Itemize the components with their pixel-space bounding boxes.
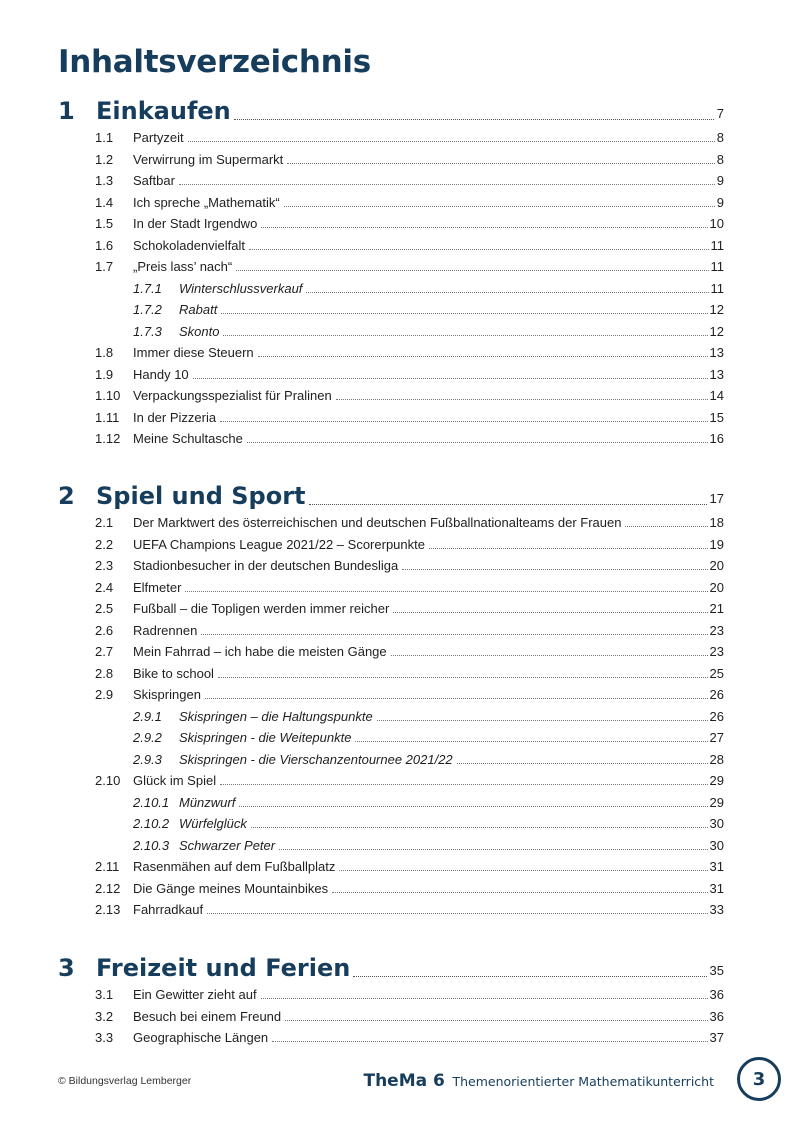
dot-leader (258, 356, 708, 357)
dot-leader (393, 612, 707, 613)
toc-section-entry[interactable] (95, 1030, 724, 1046)
entry-title: Ein Gewitter zieht auf (133, 987, 257, 1002)
dot-leader (457, 763, 708, 764)
entry-number: 1.7.1 (133, 280, 162, 296)
entry-number: 1.7.3 (133, 323, 162, 339)
toc-subsection-entry[interactable] (133, 816, 724, 832)
entry-title: Schwarzer Peter (179, 837, 276, 853)
entry-title: Die Gänge meines Mountainbikes (133, 880, 329, 896)
entry-page-number: 9 (716, 173, 724, 188)
entry-number: 1.7 (95, 259, 114, 274)
dot-leader (193, 378, 708, 379)
toc-section-entry[interactable] (95, 367, 724, 383)
entry-page-number: 28 (709, 751, 724, 767)
entry-number: 2.3 (95, 558, 114, 573)
entry-number: 2.9.1 (133, 708, 162, 724)
entry-title: Schokoladenvielfalt (133, 237, 246, 253)
entry-number: 1.6 (95, 237, 114, 253)
copyright-text: © Bildungsverlag Lemberger (58, 1075, 192, 1087)
entry-title: In der Pizzeria (133, 409, 217, 425)
chapter-title: Freizeit und Ferien (96, 954, 351, 982)
entry-number: 2.1 (95, 515, 114, 530)
entry-number: 2.11 (95, 859, 120, 874)
entry-number: 3.3 (95, 1030, 114, 1045)
entry-page-number: 12 (709, 302, 724, 317)
entry-title: Würfelglück (179, 816, 247, 831)
entry-title: Stadionbesucher in der deutschen Bundesliga (133, 558, 399, 573)
entry-number: 1.7.2 (133, 302, 162, 317)
toc-section-entry[interactable] (95, 152, 724, 168)
entry-number: 2.8 (95, 665, 114, 681)
page-number-badge: 3 (737, 1057, 781, 1101)
dot-leader (309, 504, 707, 505)
toc-subsection-entry[interactable] (133, 324, 724, 340)
toc-section-entry[interactable] (95, 558, 724, 574)
entry-page-number: 30 (709, 837, 724, 853)
entry-number: 1.12 (95, 431, 121, 446)
toc-section-entry[interactable] (95, 238, 724, 254)
brand-logo: TheMa 6 (363, 1071, 445, 1091)
dot-leader (249, 249, 708, 250)
entry-title: Verpackungsspezialist für Pralinen (133, 388, 332, 403)
dot-leader (261, 998, 708, 999)
chapter-heading-1[interactable] (58, 94, 724, 124)
entry-page-number: 36 (709, 1008, 724, 1024)
toc-section-entry[interactable] (95, 623, 724, 639)
entry-title: Ich spreche „Mathematik“ (133, 194, 280, 210)
entry-page-number: 23 (709, 622, 724, 638)
entry-number: 1.3 (95, 173, 114, 188)
chapter-title: Spiel und Sport (96, 482, 306, 510)
entry-title: Rabatt (179, 302, 218, 317)
chapter-page-number: 7 (716, 106, 724, 121)
dot-leader (221, 313, 707, 314)
entry-number: 1.9 (95, 366, 114, 382)
dot-leader (188, 141, 715, 142)
toc-section-entry[interactable] (95, 687, 724, 703)
entry-page-number: 15 (709, 409, 724, 425)
entry-page-number: 36 (709, 987, 724, 1002)
dot-leader (201, 634, 707, 635)
toc-subsection-entry[interactable] (133, 730, 724, 746)
entry-page-number: 11 (710, 237, 724, 253)
toc-section-entry[interactable] (95, 259, 724, 275)
entry-title: Meine Schultasche (133, 431, 243, 446)
entry-number: 2.10.3 (133, 837, 170, 853)
entry-number: 2.10.2 (133, 816, 170, 831)
dot-leader (247, 442, 708, 443)
entry-title: Fußball – die Topligen werden immer reicher (133, 601, 390, 616)
entry-title: Verwirrung im Supermarkt (133, 151, 284, 167)
dot-leader (220, 784, 707, 785)
entry-title: Glück im Spiel (133, 773, 217, 788)
entry-page-number: 25 (709, 665, 724, 681)
toc-subsection-entry[interactable] (133, 752, 724, 768)
dot-leader (236, 270, 708, 271)
entry-title: Geographische Längen (133, 1030, 269, 1045)
entry-number: 1.1 (95, 130, 114, 145)
entry-number: 3.2 (95, 1008, 114, 1024)
dot-leader (239, 806, 707, 807)
entry-page-number: 16 (709, 431, 724, 446)
toc-subsection-entry[interactable] (133, 281, 724, 297)
entry-title: Münzwurf (179, 794, 236, 810)
entry-number: 3.1 (95, 987, 114, 1002)
toc-section-entry[interactable] (95, 773, 724, 789)
entry-title: Bike to school (133, 665, 214, 681)
dot-leader (284, 206, 715, 207)
entry-page-number: 20 (709, 579, 724, 595)
entry-page-number: 8 (716, 151, 724, 167)
toc-subsection-entry[interactable] (133, 838, 724, 854)
entry-page-number: 13 (709, 345, 724, 360)
chapter-number: 3 (58, 954, 75, 982)
entry-page-number: 9 (716, 194, 724, 210)
dot-leader (179, 184, 715, 185)
footer-brand (363, 1071, 714, 1091)
entry-title: Skispringen - die Weitepunkte (179, 730, 352, 745)
entry-title: Handy 10 (133, 366, 189, 382)
chapter-page-number: 35 (709, 963, 724, 978)
entry-number: 2.7 (95, 644, 114, 659)
entry-number: 2.4 (95, 579, 114, 595)
entry-title: Saftbar (133, 173, 175, 188)
dot-leader (625, 526, 707, 527)
dot-leader (353, 976, 706, 977)
entry-title: UEFA Champions League 2021/22 – Scorerpunkte (133, 536, 425, 552)
dot-leader (355, 741, 707, 742)
entry-page-number: 21 (709, 601, 724, 616)
entry-number: 2.5 (95, 601, 114, 616)
entry-page-number: 27 (709, 730, 724, 745)
toc-section-entry[interactable] (95, 644, 724, 660)
entry-number: 2.9.3 (133, 751, 162, 767)
dot-leader (402, 569, 707, 570)
chapter-number: 1 (58, 97, 75, 125)
toc-section-entry[interactable] (95, 859, 724, 875)
dot-leader (377, 720, 708, 721)
entry-title: Der Marktwert des österreichischen und deutschen Fußballnationalteams der Frauen (133, 515, 622, 530)
entry-page-number: 14 (709, 388, 724, 403)
entry-title: Rasenmähen auf dem Fußballplatz (133, 859, 336, 874)
entry-title: Elfmeter (133, 579, 182, 595)
entry-page-number: 31 (709, 880, 724, 896)
dot-leader (285, 1020, 707, 1021)
entry-number: 2.10 (95, 773, 121, 788)
dot-leader (220, 421, 707, 422)
entry-number: 1.10 (95, 388, 121, 403)
toc-section-entry[interactable] (95, 388, 724, 404)
toc-section-entry[interactable] (95, 601, 724, 617)
entry-page-number: 26 (709, 687, 724, 702)
entry-page-number: 33 (709, 902, 724, 917)
dot-leader (207, 913, 707, 914)
toc-section-entry[interactable] (95, 666, 724, 682)
toc-section-entry[interactable] (95, 431, 724, 447)
entry-title: Fahrradkauf (133, 902, 204, 917)
toc-section-entry[interactable] (95, 902, 724, 918)
entry-page-number: 13 (709, 366, 724, 382)
entry-title: „Preis lass’ nach“ (133, 259, 233, 274)
entry-page-number: 11 (710, 259, 724, 274)
dot-leader (205, 698, 708, 699)
toc-subsection-entry[interactable] (133, 795, 724, 811)
dot-leader (218, 677, 708, 678)
dot-leader (279, 849, 707, 850)
entry-number: 1.2 (95, 151, 114, 167)
entry-page-number: 37 (709, 1030, 724, 1045)
entry-title: Partyzeit (133, 130, 184, 145)
dot-leader (429, 548, 708, 549)
dot-leader (261, 227, 707, 228)
entry-page-number: 23 (709, 644, 724, 659)
entry-page-number: 29 (709, 773, 724, 788)
toc-section-entry[interactable] (95, 216, 724, 232)
entry-title: Skispringen – die Haltungspunkte (179, 708, 373, 724)
entry-number: 1.5 (95, 216, 114, 231)
dot-leader (339, 870, 707, 871)
entry-page-number: 31 (709, 859, 724, 874)
toc-section-entry[interactable] (95, 1009, 724, 1025)
toc-section-entry[interactable] (95, 195, 724, 211)
chapter-title: Einkaufen (96, 97, 231, 125)
dot-leader (306, 292, 708, 293)
page-title: Inhaltsverzeichnis (58, 44, 371, 80)
entry-page-number: 11 (710, 280, 724, 296)
toc-subsection-entry[interactable] (133, 302, 724, 318)
toc-section-entry[interactable] (95, 173, 724, 189)
dot-leader (251, 827, 708, 828)
entry-page-number: 18 (709, 515, 724, 530)
dot-leader (185, 591, 707, 592)
entry-page-number: 8 (716, 130, 724, 145)
entry-number: 2.13 (95, 902, 121, 917)
entry-page-number: 26 (709, 708, 724, 724)
entry-page-number: 30 (709, 816, 724, 831)
entry-title: Besuch bei einem Freund (133, 1008, 282, 1024)
dot-leader (272, 1041, 707, 1042)
entry-number: 1.11 (95, 409, 120, 425)
toc-section-entry[interactable] (95, 410, 724, 426)
toc-subsection-entry[interactable] (133, 709, 724, 725)
entry-number: 2.12 (95, 880, 121, 896)
entry-number: 2.9 (95, 687, 114, 702)
chapter-page-number: 17 (709, 491, 724, 506)
entry-number: 1.8 (95, 345, 114, 360)
entry-number: 2.9.2 (133, 730, 162, 745)
toc-section-entry[interactable] (95, 580, 724, 596)
entry-title: In der Stadt Irgendwo (133, 216, 258, 231)
entry-title: Skonto (179, 323, 220, 339)
brand-subtitle: Themenorientierter Mathematikunterricht (452, 1074, 714, 1089)
dot-leader (234, 119, 714, 120)
chapter-heading-2[interactable] (58, 479, 724, 509)
toc-section-entry[interactable] (95, 987, 724, 1003)
entry-page-number: 20 (709, 558, 724, 573)
toc-section-entry[interactable] (95, 130, 724, 146)
dot-leader (287, 163, 714, 164)
entry-page-number: 10 (709, 216, 724, 231)
entry-number: 2.10.1 (133, 794, 170, 810)
chapter-number: 2 (58, 482, 75, 510)
toc-section-entry[interactable] (95, 345, 724, 361)
chapter-heading-3[interactable] (58, 951, 724, 981)
dot-leader (391, 655, 708, 656)
entry-number: 2.2 (95, 536, 114, 552)
entry-title: Winterschlussverkauf (179, 280, 303, 296)
entry-title: Skispringen - die Vierschanzentournee 2021/22 (179, 751, 453, 767)
entry-number: 2.6 (95, 622, 114, 638)
entry-number: 1.4 (95, 194, 114, 210)
entry-title: Mein Fahrrad – ich habe die meisten Gänge (133, 644, 387, 659)
dot-leader (332, 892, 707, 893)
entry-page-number: 29 (709, 794, 724, 810)
entry-page-number: 12 (709, 323, 724, 339)
dot-leader (336, 399, 708, 400)
toc-section-entry[interactable] (95, 537, 724, 553)
entry-page-number: 19 (709, 536, 724, 552)
toc-section-entry[interactable] (95, 515, 724, 531)
entry-title: Radrennen (133, 622, 198, 638)
entry-title: Immer diese Steuern (133, 345, 254, 360)
entry-title: Skispringen (133, 687, 201, 702)
dot-leader (223, 335, 707, 336)
toc-section-entry[interactable] (95, 881, 724, 897)
